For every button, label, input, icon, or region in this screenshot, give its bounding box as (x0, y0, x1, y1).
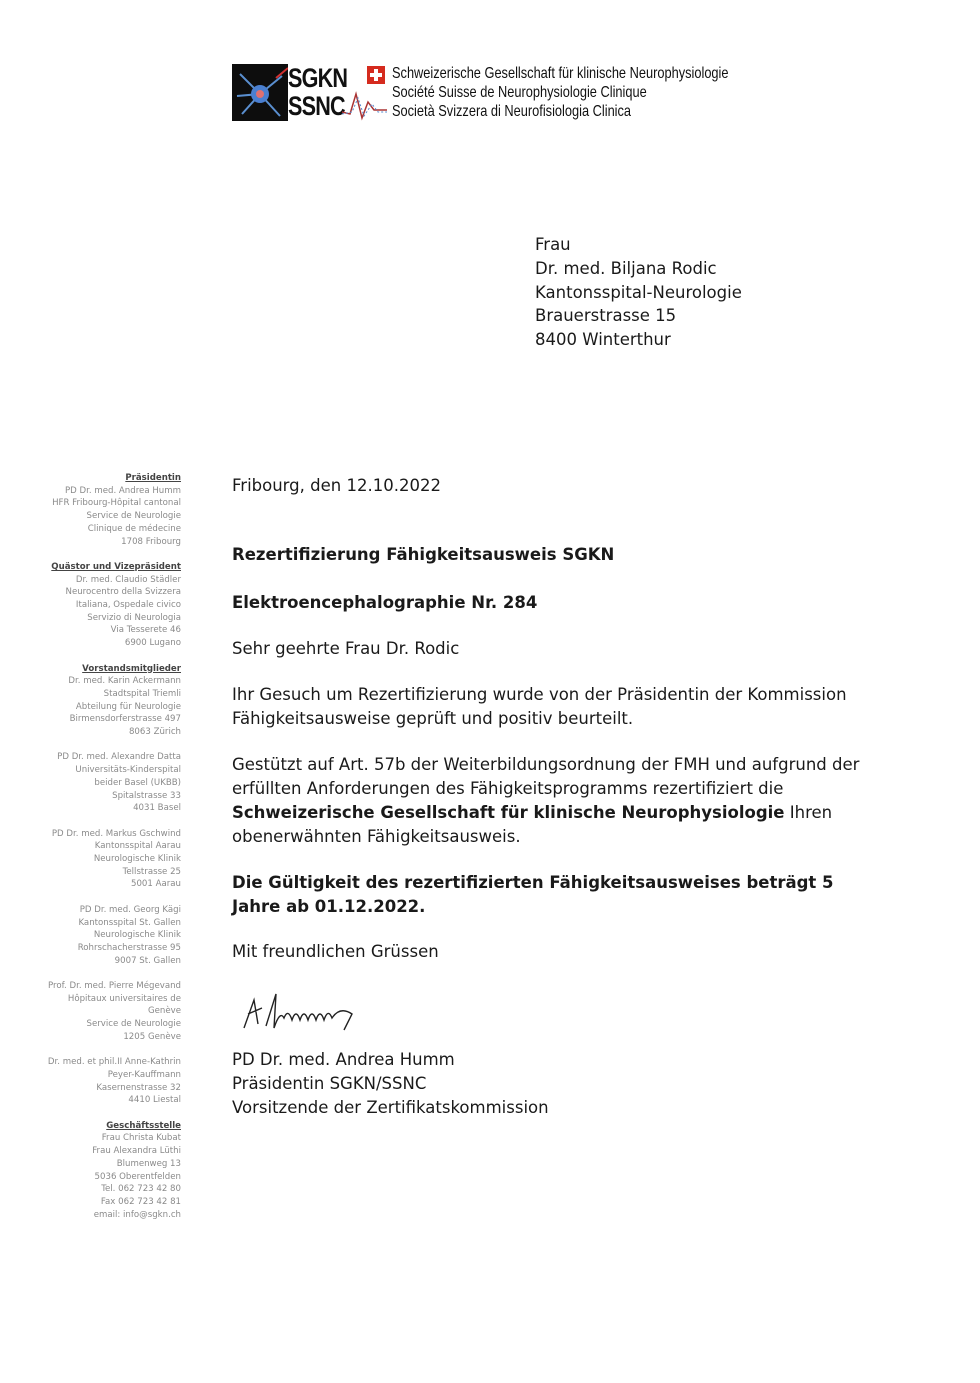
org-name-de: Schweizerische Gesellschaft für klinische Neurophysiologie (392, 65, 729, 82)
sidebar-line: Dr. med. Claudio Städler (75, 574, 181, 585)
sidebar-line: Service de Neurologie (86, 1019, 181, 1030)
sidebar-group (1, 751, 181, 815)
sidebar-line: Fax 062 723 42 81 (100, 1196, 181, 1207)
sidebar-line: Peyer-Kauffmann (107, 1069, 181, 1080)
sidebar-line: Kasernenstrasse 32 (96, 1082, 181, 1093)
p2-org-name: Schweizerische Gesellschaft für klinische Neurophysiologie (232, 803, 785, 822)
sidebar-line: beider Basel (UKBB) (94, 777, 181, 788)
sidebar-line: Servizio di Neurologia (87, 612, 181, 623)
closing: Mit freundlichen Grüssen (232, 942, 439, 961)
address-line: Frau (535, 235, 571, 254)
sidebar-line: Spitalstrasse 33 (112, 790, 181, 801)
sidebar-line: Rohrschacherstrasse 95 (77, 942, 181, 953)
swiss-flag-icon (367, 66, 385, 84)
sidebar-group (1, 904, 181, 968)
org-name-it: Società Svizzera di Neurofisiologia Clinica (392, 103, 632, 120)
sidebar-line: Blumenweg 13 (116, 1158, 181, 1169)
sidebar-line: Dr. med. et phil.II Anne-Kathrin (47, 1057, 181, 1068)
sidebar-line: 9007 St. Gallen (114, 955, 181, 966)
sidebar-line: 4410 Liestal (128, 1095, 181, 1106)
signer-role: Vorsitzende der Zertifikatskommission (232, 1098, 549, 1117)
address-line: 8400 Winterthur (535, 330, 671, 350)
sidebar-line: Stadtspital Triemli (103, 688, 181, 699)
address-line: Kantonsspital-Neurologie (535, 282, 742, 302)
sidebar-group (1, 663, 181, 739)
sidebar-line: Service de Neurologie (86, 511, 181, 522)
board-members-sidebar (1, 472, 181, 1234)
sgkn-logo (232, 64, 387, 121)
p2-text-end: Ihren obenerwähnten Fähigkeitsausweis. (232, 803, 833, 846)
sidebar-line: 1708 Fribourg (121, 536, 181, 547)
signer-block (232, 1048, 932, 1120)
sidebar-line: PD Dr. med. Georg Kägi (79, 904, 181, 915)
sidebar-line: 6900 Lugano (124, 638, 181, 649)
sidebar-line: 8063 Zürich (128, 727, 181, 738)
sidebar-line: 4031 Basel (133, 803, 181, 814)
sidebar-line: Clinique de médecine (87, 523, 181, 534)
sidebar-line: Neurocentro della Svizzera (65, 587, 181, 598)
sidebar-line: Abteilung für Neurologie (75, 701, 181, 712)
paragraph-2 (232, 753, 922, 849)
sidebar-heading: Quästor und Vizepräsident (51, 561, 181, 572)
sidebar-line: 5001 Aarau (131, 879, 181, 890)
sidebar-line: Birmensdorferstrasse 497 (69, 714, 181, 725)
sidebar-line: PD Dr. med. Andrea Humm (65, 485, 181, 496)
subject-line-2: Elektroencephalographie Nr. 284 (232, 593, 538, 612)
sidebar-line: Tel. 062 723 42 80 (101, 1184, 181, 1195)
sidebar-line: Universitäts-Kinderspital (75, 765, 181, 776)
sidebar-line: 5036 Oberentfelden (94, 1171, 181, 1182)
sidebar-line: Tellstrasse 25 (122, 866, 181, 877)
sidebar-group (1, 561, 181, 650)
address-line: Dr. med. Biljana Rodic (535, 258, 717, 278)
sidebar-line: Kantonsspital St. Gallen (78, 917, 181, 928)
logo-sgkn: SGKN (288, 63, 348, 93)
signature (240, 988, 380, 1038)
sidebar-group (1, 980, 181, 1044)
sidebar-line: Neurologische Klinik (93, 930, 181, 941)
sidebar-heading: Vorstandsmitglieder (82, 663, 181, 674)
validity-statement: Die Gültigkeit des rezertifizierten Fähigkeitsausweises beträgt 5 Jahre ab 01.12.2022. (232, 873, 834, 916)
subject-line-1: Rezertifizierung Fähigkeitsausweis SGKN (232, 545, 615, 564)
sidebar-line: Genève (147, 1006, 181, 1017)
signer-title: Präsidentin SGKN/SSNC (232, 1074, 427, 1093)
sidebar-line: Prof. Dr. med. Pierre Mégevand (47, 981, 181, 992)
sidebar-line: email: info@sgkn.ch (93, 1209, 181, 1220)
sidebar-heading: Geschäftsstelle (106, 1120, 181, 1131)
sidebar-line: Dr. med. Karin Ackermann (68, 676, 181, 687)
sidebar-group (1, 828, 181, 892)
address-line: Brauerstrasse 15 (535, 306, 677, 326)
recipient-address (535, 233, 742, 352)
sidebar-line: Italiana, Ospedale civico (75, 600, 181, 611)
sidebar-line: Kantonsspital Aarau (94, 841, 181, 852)
sidebar-line: Frau Christa Kubat (101, 1133, 181, 1144)
sidebar-line: PD Dr. med. Markus Gschwind (51, 828, 181, 839)
sidebar-line: Hôpitaux universitaires de (67, 993, 181, 1004)
sidebar-group (1, 472, 181, 548)
logo-ssnc: SSNC (288, 91, 345, 121)
letter-date: Fribourg, den 12.10.2022 (232, 476, 441, 495)
neuron-image (232, 64, 288, 121)
sidebar-group (1, 1120, 181, 1222)
sidebar-group (1, 1056, 181, 1107)
salutation: Sehr geehrte Frau Dr. Rodic (232, 639, 460, 658)
organization-names (392, 64, 729, 121)
sidebar-line: Neurologische Klinik (93, 854, 181, 865)
sidebar-line: Frau Alexandra Lüthi (92, 1146, 181, 1157)
p2-text: Gestützt auf Art. 57b der Weiterbildungsordnung der FMH und aufgrund der erfüllten Anforderungen des Fähigkeitsprogramms rezertifiziert die (232, 755, 860, 798)
sidebar-heading: Präsidentin (125, 473, 181, 483)
eeg-wave-icon (342, 84, 387, 121)
sidebar-line: 1205 Genève (123, 1031, 181, 1042)
paragraph-1: Ihr Gesuch um Rezertifizierung wurde von der Präsidentin der Kommission Fähigkeitsausweise geprüft und positiv beurteilt. (232, 685, 847, 728)
org-name-fr: Société Suisse de Neurophysiologie Clinique (392, 84, 647, 101)
sidebar-line: Via Tesserete 46 (110, 625, 181, 636)
sidebar-line: HFR Fribourg-Hôpital cantonal (52, 498, 181, 509)
signer-name: PD Dr. med. Andrea Humm (232, 1050, 455, 1069)
sidebar-line: PD Dr. med. Alexandre Datta (57, 752, 181, 763)
